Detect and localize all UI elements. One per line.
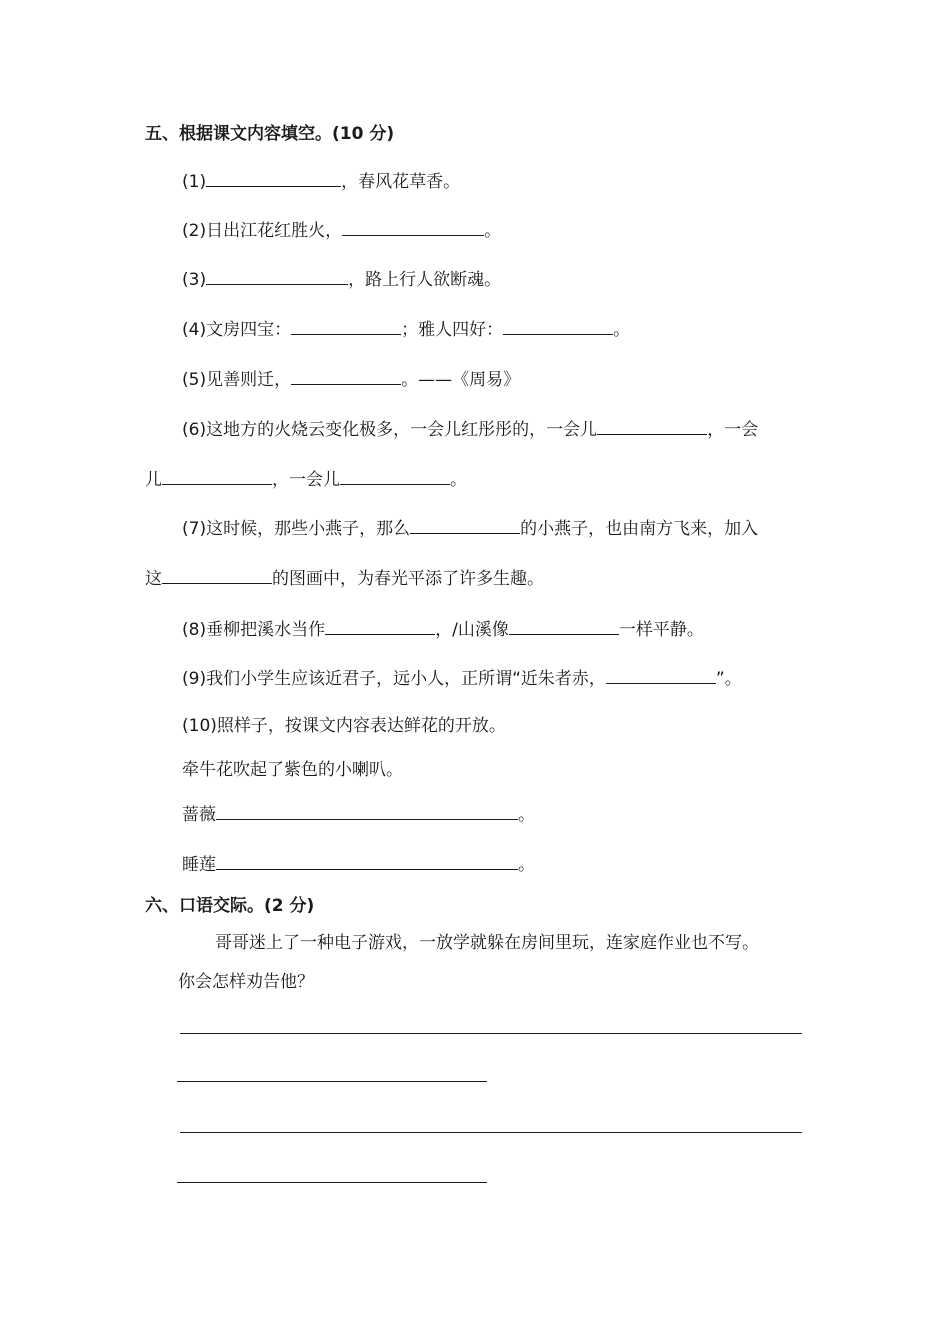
q4-blank-1[interactable] [291, 316, 401, 335]
answer-line-3[interactable] [180, 1132, 802, 1133]
q6-blank-2[interactable] [162, 466, 272, 485]
q10-item2-label: 睡莲 [182, 855, 216, 875]
q3-text: ，路上行人欲断魂。 [348, 270, 502, 290]
q6-blank-3[interactable] [340, 466, 450, 485]
q10-item2-period: 。 [518, 855, 535, 875]
q9-text-before: (9)我们小学生应该近君子，远小人，正所谓“近朱者赤， [182, 669, 606, 689]
q6-text-3: 儿 [145, 470, 162, 490]
q8-blank-1[interactable] [325, 616, 435, 635]
q5-blank[interactable] [291, 366, 401, 385]
q6-text-4: ，一会儿 [272, 470, 340, 490]
section-5-title: 五、根据课文内容填空。(10 分) [145, 124, 395, 144]
question-10-example: 牵牛花吹起了紫色的小喇叭。 [182, 760, 403, 780]
q8-text-mid: ，/山溪像 [435, 620, 509, 640]
q8-blank-2[interactable] [509, 616, 619, 635]
question-3 [182, 266, 501, 292]
question-4 [182, 316, 630, 342]
q6-text-2: ，一会 [707, 420, 759, 440]
q1-blank[interactable] [206, 168, 341, 187]
q7-text-3: 这 [145, 569, 162, 589]
q6-text-1: (6)这地方的火烧云变化极多，一会儿红彤彤的，一会儿 [182, 420, 598, 440]
q9-blank[interactable] [606, 665, 716, 684]
q3-number: (3) [182, 270, 207, 290]
q7-text-1: (7)这时候，那些小燕子，那么 [182, 519, 411, 539]
question-7-line-2 [145, 565, 544, 591]
q8-text-after: 一样平静。 [618, 620, 704, 640]
q2-text-after: 。 [484, 221, 502, 241]
q4-text-before: (4)文房四宝： [182, 320, 292, 340]
answer-line-2[interactable] [177, 1081, 487, 1082]
q10-item1-label: 蔷薇 [182, 805, 216, 825]
section-6-paragraph-line-2: 你会怎样劝告他？ [178, 972, 314, 992]
q10-item1-period: 。 [518, 805, 535, 825]
q6-blank-1[interactable] [597, 416, 707, 435]
q2-text-before: (2)日出江花红胜火， [182, 221, 343, 241]
question-2 [182, 217, 501, 243]
q1-number: (1) [182, 172, 207, 192]
q8-text-before: (8)垂柳把溪水当作 [182, 620, 326, 640]
q3-blank[interactable] [206, 266, 348, 285]
q4-text-after: 。 [613, 320, 631, 340]
question-10-item-1 [182, 801, 535, 827]
q2-blank[interactable] [342, 217, 484, 236]
q7-text-2: 的小燕子，也由南方飞来，加入 [520, 519, 759, 539]
q5-text-after: 。——《周易》 [401, 370, 521, 390]
q7-blank-1[interactable] [410, 515, 520, 534]
question-10-prompt: (10)照样子，按课文内容表达鲜花的开放。 [182, 716, 506, 736]
q5-text-before: (5)见善则迁， [182, 370, 292, 390]
question-8 [182, 616, 704, 642]
q1-text: ，春风花草香。 [341, 172, 461, 192]
question-5 [182, 366, 520, 392]
question-1 [182, 168, 460, 194]
question-7-line-1 [182, 515, 758, 541]
question-6-line-1 [182, 416, 758, 442]
section-6-title: 六、口语交际。(2 分) [145, 896, 315, 916]
q4-blank-2[interactable] [503, 316, 613, 335]
answer-line-4[interactable] [177, 1182, 487, 1183]
q7-blank-2[interactable] [162, 565, 272, 584]
answer-line-1[interactable] [180, 1033, 802, 1034]
question-9 [182, 665, 742, 691]
q7-text-4: 的图画中，为春光平添了许多生趣。 [272, 569, 544, 589]
question-10-item-2 [182, 851, 535, 877]
q9-text-after: ”。 [715, 669, 742, 689]
q10-blank-2[interactable] [216, 851, 518, 870]
q4-text-mid: ；雅人四好： [401, 320, 504, 340]
q6-text-5: 。 [450, 470, 467, 490]
section-6-paragraph-line-1: 哥哥迷上了一种电子游戏，一放学就躲在房间里玩，连家庭作业也不写。 [215, 933, 759, 953]
question-6-line-2 [145, 466, 467, 492]
q10-blank-1[interactable] [216, 801, 518, 820]
